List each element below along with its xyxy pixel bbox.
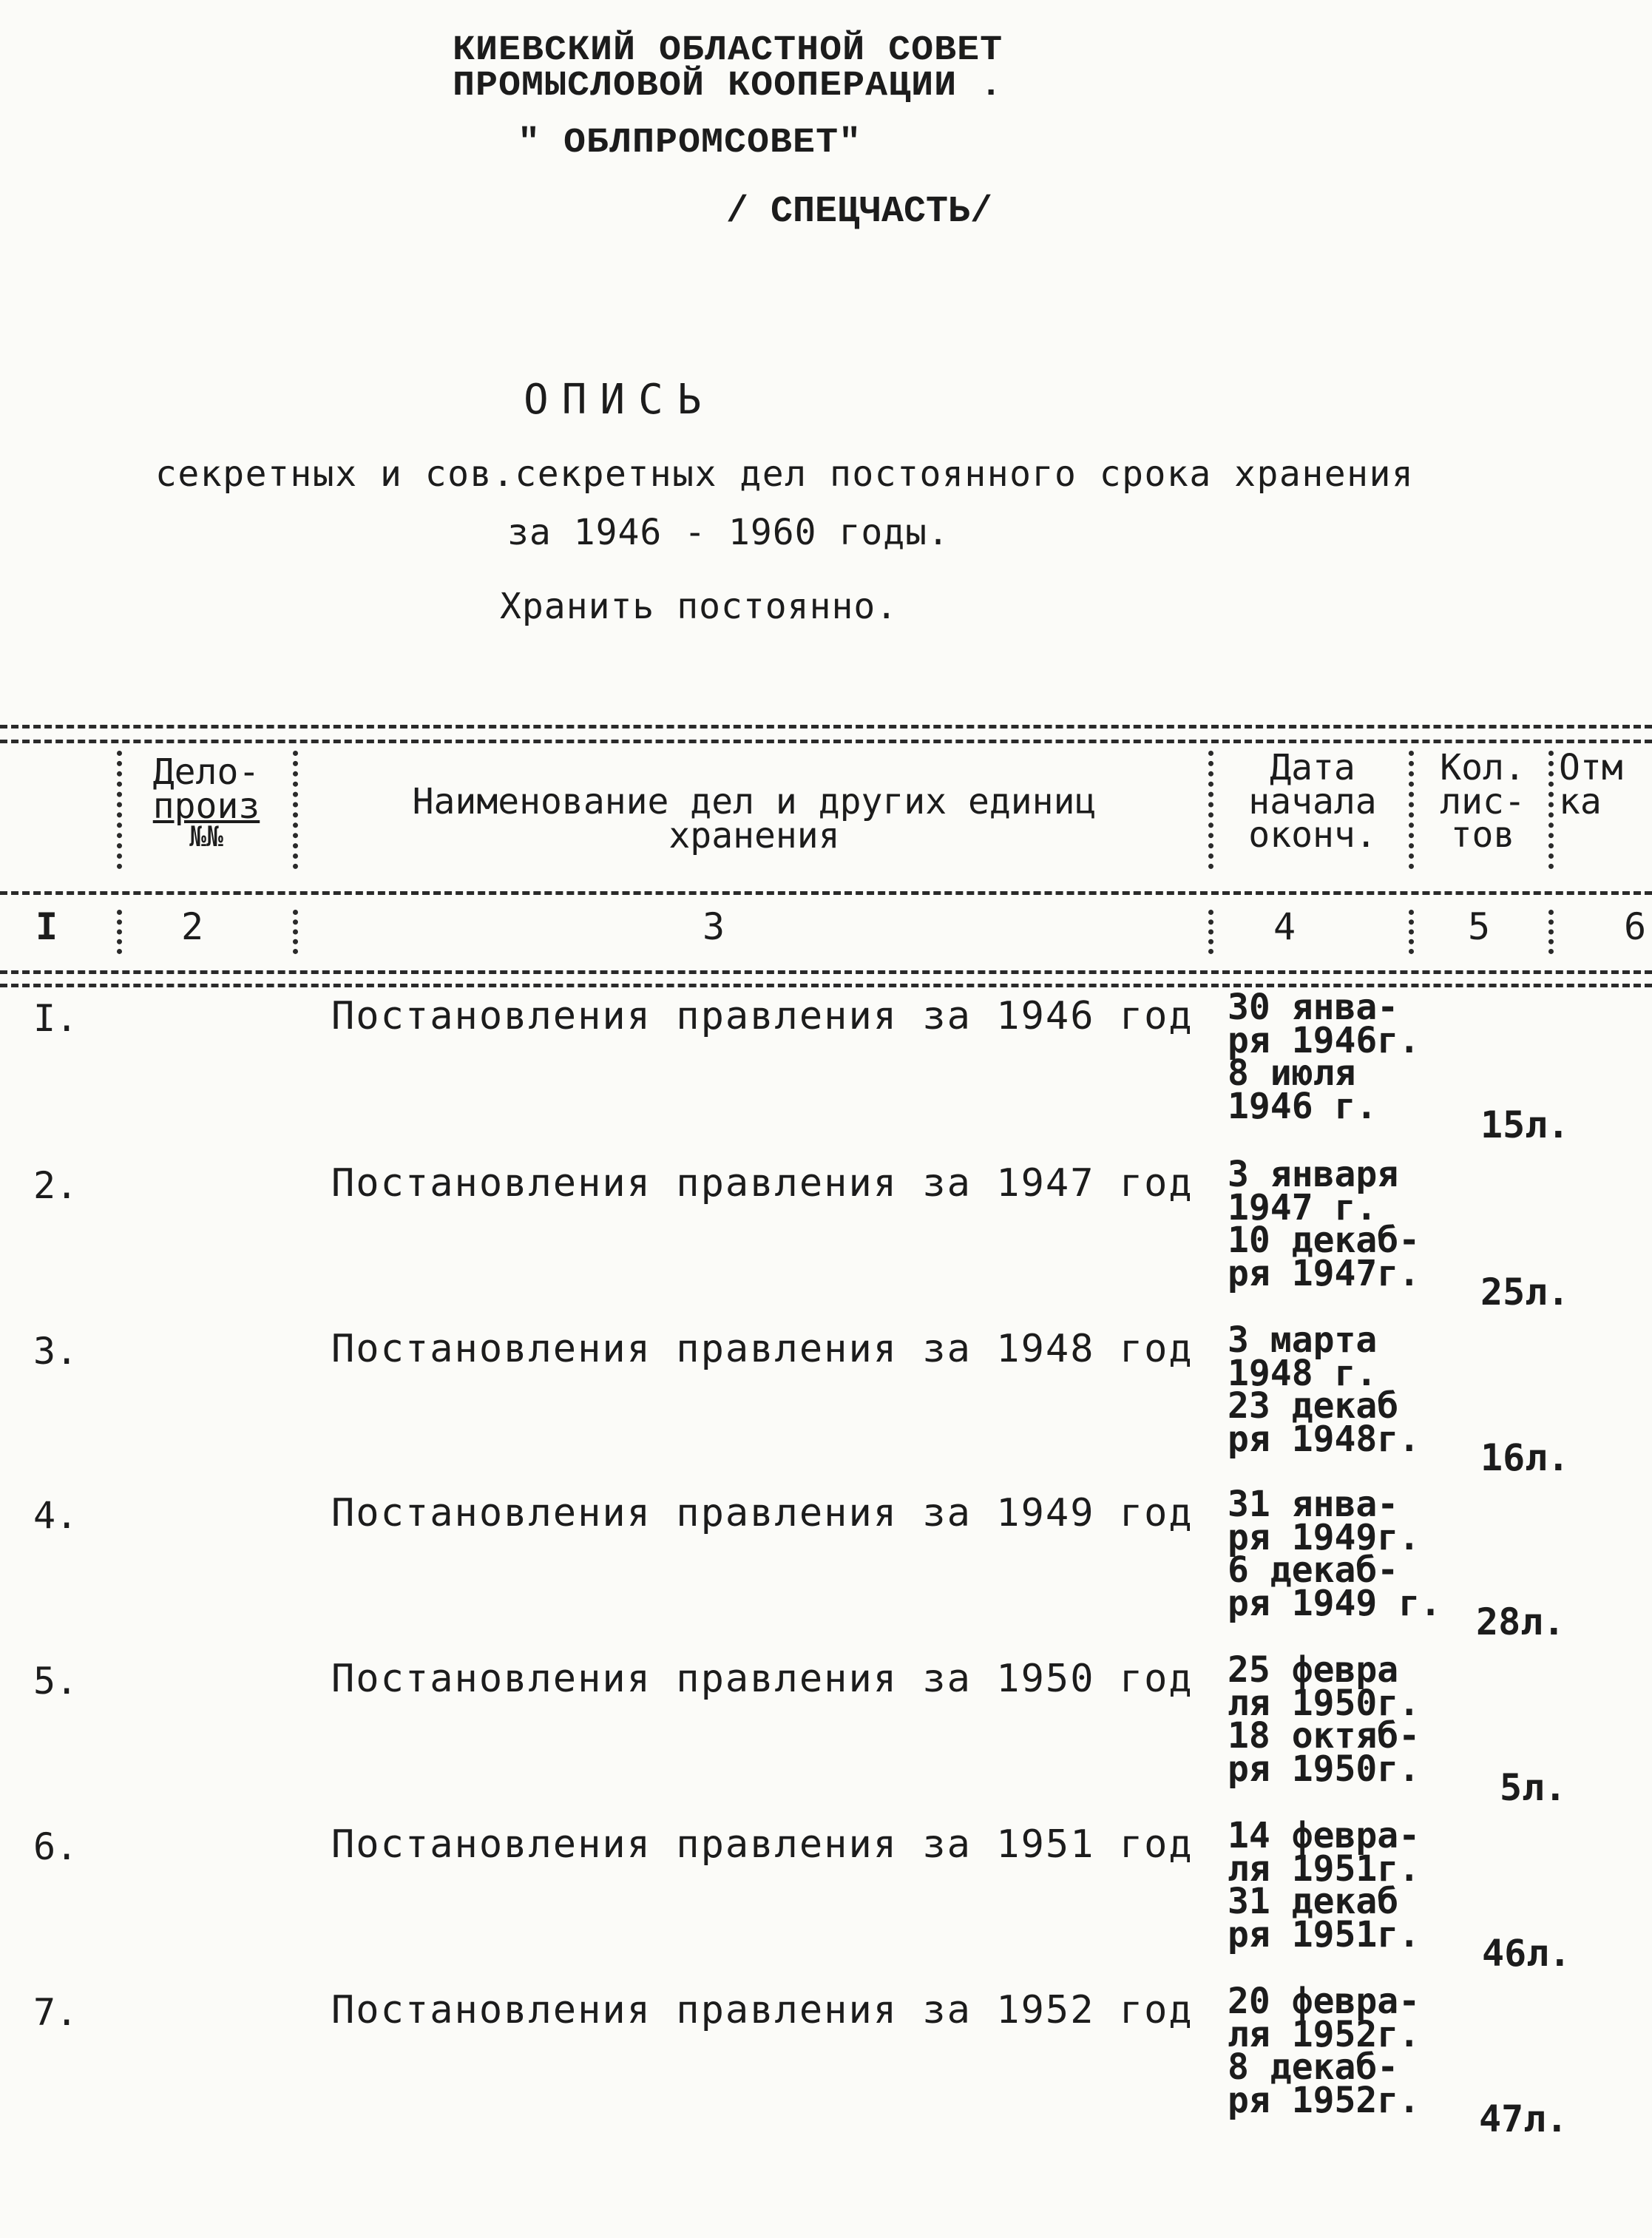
row-dates: 31 янва- ря 1949г. 6 декаб- ря 1949 г.	[1228, 1484, 1441, 1624]
row-sheets: 25л.	[1480, 1271, 1570, 1314]
column-number-4: 4	[1273, 905, 1296, 948]
row-index: 2.	[33, 1164, 78, 1207]
col-sep-2	[293, 751, 298, 869]
column-number-1: I	[35, 905, 58, 948]
column-header-case-number: Дело- произ №№	[152, 751, 260, 853]
row-index: 7.	[33, 1991, 78, 2034]
row-name: Постановления правления за 1946 год	[331, 994, 1194, 1038]
num-sep-4	[1409, 910, 1414, 954]
row-name: Постановления правления за 1950 год	[331, 1657, 1194, 1701]
column-header-date: Дата начала оконч.	[1248, 747, 1377, 856]
row-index: 5.	[33, 1660, 78, 1703]
org-short-name: " ОБЛПРОМСОВЕТ"	[518, 123, 862, 163]
header-bottom-rule	[0, 891, 1652, 895]
row-index: I.	[33, 997, 78, 1040]
department-label: / СПЕЦЧАСТЬ/	[726, 191, 993, 233]
numbers-bottom-rule	[0, 970, 1652, 974]
col-sep-1	[117, 751, 122, 869]
column-header-name: Наименование дел и других единиц хранения	[412, 781, 1097, 856]
col-sep-3	[1208, 751, 1213, 869]
row-sheets: 28л.	[1476, 1600, 1565, 1643]
row-dates: 3 января 1947 г. 10 декаб- ря 1947г.	[1228, 1154, 1421, 1294]
row-name: Постановления правления за 1949 год	[331, 1491, 1194, 1535]
row-name: Постановления правления за 1952 год	[331, 1988, 1194, 2032]
org-name-line-1: КИЕВСКИЙ ОБЛАСТНОЙ СОВЕТ	[453, 30, 1003, 71]
row-index: 6.	[33, 1825, 78, 1868]
subtitle-line-1: секретных и сов.секретных дел постоянного срока хранения	[155, 453, 1415, 495]
row-sheets: 46л.	[1482, 1932, 1571, 1975]
row-sheets: 5л.	[1500, 1766, 1567, 1809]
col-sep-5	[1548, 751, 1554, 869]
row-name: Постановления правления за 1951 год	[331, 1822, 1194, 1867]
col-sep-4	[1409, 751, 1414, 869]
column-header-note: Отм ка	[1559, 747, 1623, 822]
num-sep-3	[1208, 910, 1213, 954]
document-title: ОПИСЬ	[524, 376, 715, 424]
row-name: Постановления правления за 1947 год	[331, 1161, 1194, 1206]
row-sheets: 16л.	[1480, 1436, 1570, 1479]
row-index: 3.	[33, 1330, 78, 1373]
row-dates: 14 февра- ля 1951г. 31 декаб ря 1951г.	[1228, 1815, 1421, 1955]
row-index: 4.	[33, 1494, 78, 1537]
num-sep-2	[293, 910, 298, 954]
org-name-line-2: ПРОМЫСЛОВОЙ КООПЕРАЦИИ .	[453, 66, 1003, 107]
row-dates: 25 февра ля 1950г. 18 октяб- ря 1950г.	[1228, 1649, 1421, 1790]
row-sheets: 47л.	[1479, 2097, 1568, 2140]
storage-note: Хранить постоянно.	[500, 586, 898, 627]
table-top-rule-2	[0, 740, 1652, 743]
num-sep-1	[117, 910, 122, 954]
column-number-2: 2	[181, 905, 204, 948]
row-sheets: 15л.	[1480, 1103, 1570, 1146]
table-top-rule	[0, 725, 1652, 728]
row-dates: 30 янва- ря 1946г. 8 июля 1946 г.	[1228, 987, 1421, 1127]
column-header-sheets: Кол. лис- тов	[1440, 747, 1526, 856]
column-number-5: 5	[1468, 905, 1491, 948]
row-name: Постановления правления за 1948 год	[331, 1327, 1194, 1371]
column-number-3: 3	[703, 905, 725, 948]
column-number-6: 6	[1624, 905, 1647, 948]
row-dates: 20 февра- ля 1952г. 8 декаб- ря 1952г.	[1228, 1981, 1421, 2121]
num-sep-5	[1548, 910, 1554, 954]
numbers-bottom-rule-2	[0, 984, 1652, 987]
row-dates: 3 марта 1948 г. 23 декаб ря 1948г.	[1228, 1319, 1421, 1460]
subtitle-line-2: за 1946 - 1960 годы.	[507, 512, 949, 553]
